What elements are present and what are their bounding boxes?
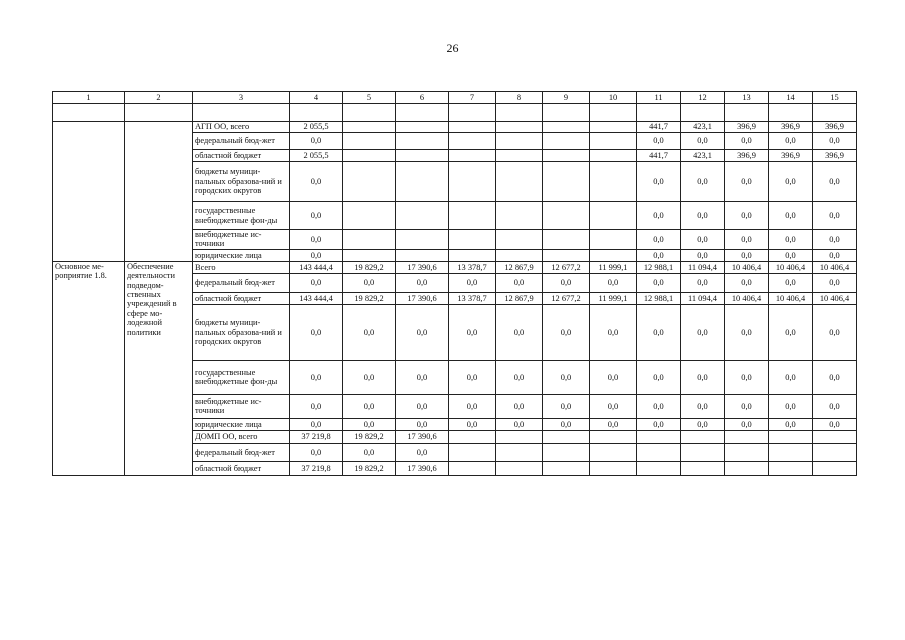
value-cell: 12 867,9: [496, 261, 543, 273]
value-cell: 0,0: [813, 162, 857, 202]
value-cell: 0,0: [496, 304, 543, 360]
value-cell: 10 406,4: [725, 261, 769, 273]
value-cell: 0,0: [725, 273, 769, 292]
value-cell: 0,0: [590, 360, 637, 394]
value-cell: 0,0: [290, 418, 343, 430]
value-cell: 0,0: [769, 162, 813, 202]
value-cell: 19 829,2: [343, 261, 396, 273]
table-body: [53, 92, 857, 476]
value-cell: [343, 249, 396, 261]
column-header: 8: [496, 92, 543, 104]
value-cell: [681, 430, 725, 443]
value-cell: 0,0: [343, 394, 396, 418]
column-header: 12: [681, 92, 725, 104]
value-cell: 0,0: [769, 202, 813, 230]
column-header: 4: [290, 92, 343, 104]
value-cell: [496, 230, 543, 250]
value-cell: 0,0: [813, 133, 857, 150]
value-cell: 0,0: [681, 162, 725, 202]
column-header: 3: [193, 92, 290, 104]
value-cell: 0,0: [681, 230, 725, 250]
value-cell: 0,0: [290, 202, 343, 230]
value-cell: 0,0: [543, 273, 590, 292]
funding-source-label: внебюджетные ис-точники: [193, 230, 290, 250]
value-cell: [496, 249, 543, 261]
value-cell: [449, 162, 496, 202]
value-cell: 143 444,4: [290, 261, 343, 273]
funding-source-label: областной бюджет: [193, 461, 290, 475]
funding-source-label: юридические лица: [193, 418, 290, 430]
value-cell: 0,0: [543, 304, 590, 360]
value-cell: [681, 443, 725, 461]
value-cell: 11 094,4: [681, 292, 725, 304]
value-cell: 0,0: [396, 443, 449, 461]
funding-source-label: ДОМП ОО, всего: [193, 430, 290, 443]
value-cell: 396,9: [769, 150, 813, 162]
value-cell: [449, 202, 496, 230]
column-header: 7: [449, 92, 496, 104]
value-cell: 12 867,9: [496, 292, 543, 304]
header-row: [53, 92, 857, 104]
column-header: 14: [769, 92, 813, 104]
page-number: 26: [446, 41, 459, 55]
value-cell: 0,0: [543, 360, 590, 394]
value-cell: 17 390,6: [396, 461, 449, 475]
value-cell: 0,0: [590, 273, 637, 292]
value-cell: 0,0: [769, 360, 813, 394]
empty-cell: [543, 104, 590, 122]
column-header: 10: [590, 92, 637, 104]
value-cell: [496, 202, 543, 230]
value-cell: 0,0: [396, 360, 449, 394]
value-cell: 0,0: [449, 418, 496, 430]
value-cell: [769, 443, 813, 461]
value-cell: [637, 461, 681, 475]
value-cell: [813, 443, 857, 461]
funding-source-label: областной бюджет: [193, 150, 290, 162]
value-cell: 0,0: [496, 418, 543, 430]
value-cell: [590, 249, 637, 261]
value-cell: 0,0: [543, 418, 590, 430]
value-cell: [449, 150, 496, 162]
funding-source-label: федеральный бюд-жет: [193, 273, 290, 292]
value-cell: 0,0: [681, 249, 725, 261]
value-cell: [449, 443, 496, 461]
value-cell: 17 390,6: [396, 261, 449, 273]
value-cell: 0,0: [813, 273, 857, 292]
value-cell: 0,0: [637, 230, 681, 250]
value-cell: [813, 430, 857, 443]
value-cell: 0,0: [637, 162, 681, 202]
value-cell: [496, 461, 543, 475]
event-name-cell: [125, 122, 193, 262]
value-cell: 2 055,5: [290, 150, 343, 162]
value-cell: 0,0: [769, 304, 813, 360]
value-cell: 12 677,2: [543, 261, 590, 273]
value-cell: [543, 133, 590, 150]
value-cell: 0,0: [681, 304, 725, 360]
value-cell: 0,0: [725, 360, 769, 394]
value-cell: [449, 133, 496, 150]
value-cell: 0,0: [396, 273, 449, 292]
value-cell: 0,0: [769, 133, 813, 150]
value-cell: 0,0: [681, 202, 725, 230]
value-cell: 0,0: [496, 360, 543, 394]
column-header: 2: [125, 92, 193, 104]
column-header: 9: [543, 92, 590, 104]
value-cell: [813, 461, 857, 475]
value-cell: 2 055,5: [290, 122, 343, 133]
column-header: 5: [343, 92, 396, 104]
value-cell: 0,0: [769, 230, 813, 250]
value-cell: 0,0: [449, 273, 496, 292]
empty-cell: [53, 104, 125, 122]
value-cell: 12 988,1: [637, 261, 681, 273]
empty-cell: [496, 104, 543, 122]
value-cell: 0,0: [813, 202, 857, 230]
value-cell: [543, 230, 590, 250]
value-cell: 0,0: [725, 133, 769, 150]
value-cell: [543, 461, 590, 475]
value-cell: 0,0: [343, 273, 396, 292]
event-code-cell: [53, 122, 125, 262]
value-cell: [590, 122, 637, 133]
funding-source-label: АГП ОО, всего: [193, 122, 290, 133]
value-cell: 0,0: [681, 273, 725, 292]
value-cell: 0,0: [290, 249, 343, 261]
value-cell: 11 999,1: [590, 292, 637, 304]
value-cell: 0,0: [496, 394, 543, 418]
value-cell: 0,0: [543, 394, 590, 418]
funding-source-label: Всего: [193, 261, 290, 273]
value-cell: [590, 461, 637, 475]
value-cell: [396, 249, 449, 261]
value-cell: 0,0: [590, 418, 637, 430]
value-cell: 396,9: [813, 122, 857, 133]
value-cell: [637, 430, 681, 443]
value-cell: 0,0: [637, 394, 681, 418]
value-cell: 0,0: [681, 133, 725, 150]
value-cell: [590, 202, 637, 230]
column-header: 11: [637, 92, 681, 104]
value-cell: 0,0: [396, 418, 449, 430]
value-cell: 0,0: [681, 418, 725, 430]
value-cell: 0,0: [637, 304, 681, 360]
value-cell: [496, 150, 543, 162]
value-cell: 0,0: [290, 230, 343, 250]
value-cell: [590, 133, 637, 150]
value-cell: 17 390,6: [396, 430, 449, 443]
value-cell: [343, 202, 396, 230]
empty-cell: [590, 104, 637, 122]
value-cell: 12 677,2: [543, 292, 590, 304]
value-cell: 0,0: [290, 273, 343, 292]
value-cell: [343, 150, 396, 162]
value-cell: [496, 162, 543, 202]
value-cell: [449, 122, 496, 133]
value-cell: 0,0: [496, 273, 543, 292]
empty-cell: [725, 104, 769, 122]
funding-source-label: бюджеты муници-пальных образова-ний и городских округов: [193, 162, 290, 202]
value-cell: 0,0: [769, 394, 813, 418]
value-cell: 0,0: [725, 304, 769, 360]
value-cell: 396,9: [769, 122, 813, 133]
value-cell: [449, 230, 496, 250]
value-cell: [543, 202, 590, 230]
column-header: 13: [725, 92, 769, 104]
value-cell: 0,0: [590, 394, 637, 418]
value-cell: 19 829,2: [343, 292, 396, 304]
value-cell: [496, 133, 543, 150]
funding-source-label: федеральный бюд-жет: [193, 443, 290, 461]
value-cell: 143 444,4: [290, 292, 343, 304]
value-cell: 0,0: [725, 249, 769, 261]
value-cell: [769, 461, 813, 475]
value-cell: 0,0: [725, 162, 769, 202]
value-cell: 0,0: [343, 304, 396, 360]
empty-cell: [813, 104, 857, 122]
value-cell: [725, 443, 769, 461]
value-cell: 10 406,4: [725, 292, 769, 304]
value-cell: [543, 150, 590, 162]
value-cell: [496, 430, 543, 443]
value-cell: 423,1: [681, 150, 725, 162]
value-cell: 0,0: [343, 360, 396, 394]
value-cell: 0,0: [813, 230, 857, 250]
value-cell: 0,0: [769, 273, 813, 292]
value-cell: 0,0: [637, 133, 681, 150]
value-cell: 0,0: [725, 394, 769, 418]
event-code-cell: Основное ме-роприятие 1.8.: [53, 261, 125, 475]
value-cell: 13 378,7: [449, 261, 496, 273]
value-cell: 0,0: [290, 443, 343, 461]
value-cell: 396,9: [813, 150, 857, 162]
budget-table: [52, 91, 857, 476]
value-cell: 37 219,8: [290, 461, 343, 475]
value-cell: 0,0: [637, 249, 681, 261]
value-cell: [396, 230, 449, 250]
empty-cell: [343, 104, 396, 122]
value-cell: [396, 122, 449, 133]
value-cell: 12 988,1: [637, 292, 681, 304]
value-cell: 13 378,7: [449, 292, 496, 304]
event-name-cell: Обеспечение деятельности подведом-ственных учреждений в сфере мо-лодежной политики: [125, 261, 193, 475]
empty-cell: [769, 104, 813, 122]
value-cell: 441,7: [637, 150, 681, 162]
value-cell: 423,1: [681, 122, 725, 133]
value-cell: [590, 430, 637, 443]
empty-cell: [449, 104, 496, 122]
table-row: [53, 122, 857, 133]
value-cell: [343, 162, 396, 202]
value-cell: [725, 430, 769, 443]
value-cell: 0,0: [343, 443, 396, 461]
value-cell: [543, 249, 590, 261]
value-cell: 441,7: [637, 122, 681, 133]
value-cell: 10 406,4: [769, 261, 813, 273]
value-cell: 19 829,2: [343, 461, 396, 475]
empty-cell: [290, 104, 343, 122]
value-cell: 0,0: [290, 133, 343, 150]
value-cell: 0,0: [681, 360, 725, 394]
empty-cell: [125, 104, 193, 122]
value-cell: 0,0: [725, 418, 769, 430]
value-cell: 0,0: [813, 304, 857, 360]
value-cell: [396, 133, 449, 150]
empty-cell: [193, 104, 290, 122]
column-header: 15: [813, 92, 857, 104]
value-cell: [343, 122, 396, 133]
value-cell: 17 390,6: [396, 292, 449, 304]
funding-source-label: бюджеты муници-пальных образова-ний и городских округов: [193, 304, 290, 360]
value-cell: [590, 150, 637, 162]
empty-cell: [637, 104, 681, 122]
value-cell: [396, 162, 449, 202]
value-cell: [396, 202, 449, 230]
empty-cell: [396, 104, 449, 122]
value-cell: [449, 249, 496, 261]
value-cell: [496, 122, 543, 133]
funding-source-label: областной бюджет: [193, 292, 290, 304]
funding-source-label: государственные внебюджетные фон-ды: [193, 202, 290, 230]
value-cell: [343, 133, 396, 150]
value-cell: 37 219,8: [290, 430, 343, 443]
value-cell: 0,0: [290, 394, 343, 418]
value-cell: 0,0: [637, 360, 681, 394]
value-cell: [637, 443, 681, 461]
value-cell: 0,0: [290, 162, 343, 202]
value-cell: [590, 230, 637, 250]
funding-source-label: государственные внебюджетные фон-ды: [193, 360, 290, 394]
value-cell: 0,0: [343, 418, 396, 430]
table-row: [53, 261, 857, 273]
funding-source-label: юридические лица: [193, 249, 290, 261]
value-cell: 0,0: [290, 360, 343, 394]
value-cell: 0,0: [813, 249, 857, 261]
value-cell: 396,9: [725, 122, 769, 133]
column-header: 1: [53, 92, 125, 104]
value-cell: 19 829,2: [343, 430, 396, 443]
value-cell: 10 406,4: [813, 292, 857, 304]
value-cell: 0,0: [637, 418, 681, 430]
funding-source-label: внебюджетные ис-точники: [193, 394, 290, 418]
value-cell: [590, 162, 637, 202]
value-cell: 10 406,4: [769, 292, 813, 304]
value-cell: 0,0: [449, 360, 496, 394]
value-cell: 10 406,4: [813, 261, 857, 273]
value-cell: 0,0: [813, 418, 857, 430]
value-cell: 0,0: [449, 304, 496, 360]
value-cell: 11 999,1: [590, 261, 637, 273]
value-cell: 0,0: [769, 249, 813, 261]
value-cell: 0,0: [396, 394, 449, 418]
value-cell: [396, 150, 449, 162]
value-cell: [496, 443, 543, 461]
value-cell: 0,0: [769, 418, 813, 430]
value-cell: 0,0: [725, 202, 769, 230]
value-cell: [449, 430, 496, 443]
value-cell: [769, 430, 813, 443]
value-cell: 0,0: [813, 360, 857, 394]
value-cell: 0,0: [396, 304, 449, 360]
value-cell: [449, 461, 496, 475]
value-cell: 0,0: [590, 304, 637, 360]
value-cell: 0,0: [725, 230, 769, 250]
column-header: 6: [396, 92, 449, 104]
value-cell: [543, 430, 590, 443]
value-cell: 0,0: [637, 273, 681, 292]
empty-cell: [681, 104, 725, 122]
value-cell: 0,0: [449, 394, 496, 418]
value-cell: 0,0: [290, 304, 343, 360]
value-cell: [543, 122, 590, 133]
value-cell: [543, 443, 590, 461]
value-cell: [590, 443, 637, 461]
value-cell: [543, 162, 590, 202]
value-cell: 0,0: [681, 394, 725, 418]
value-cell: 0,0: [637, 202, 681, 230]
value-cell: [725, 461, 769, 475]
value-cell: [343, 230, 396, 250]
value-cell: [681, 461, 725, 475]
gap-row: [53, 104, 857, 122]
funding-source-label: федеральный бюд-жет: [193, 133, 290, 150]
value-cell: 0,0: [813, 394, 857, 418]
value-cell: 396,9: [725, 150, 769, 162]
value-cell: 11 094,4: [681, 261, 725, 273]
